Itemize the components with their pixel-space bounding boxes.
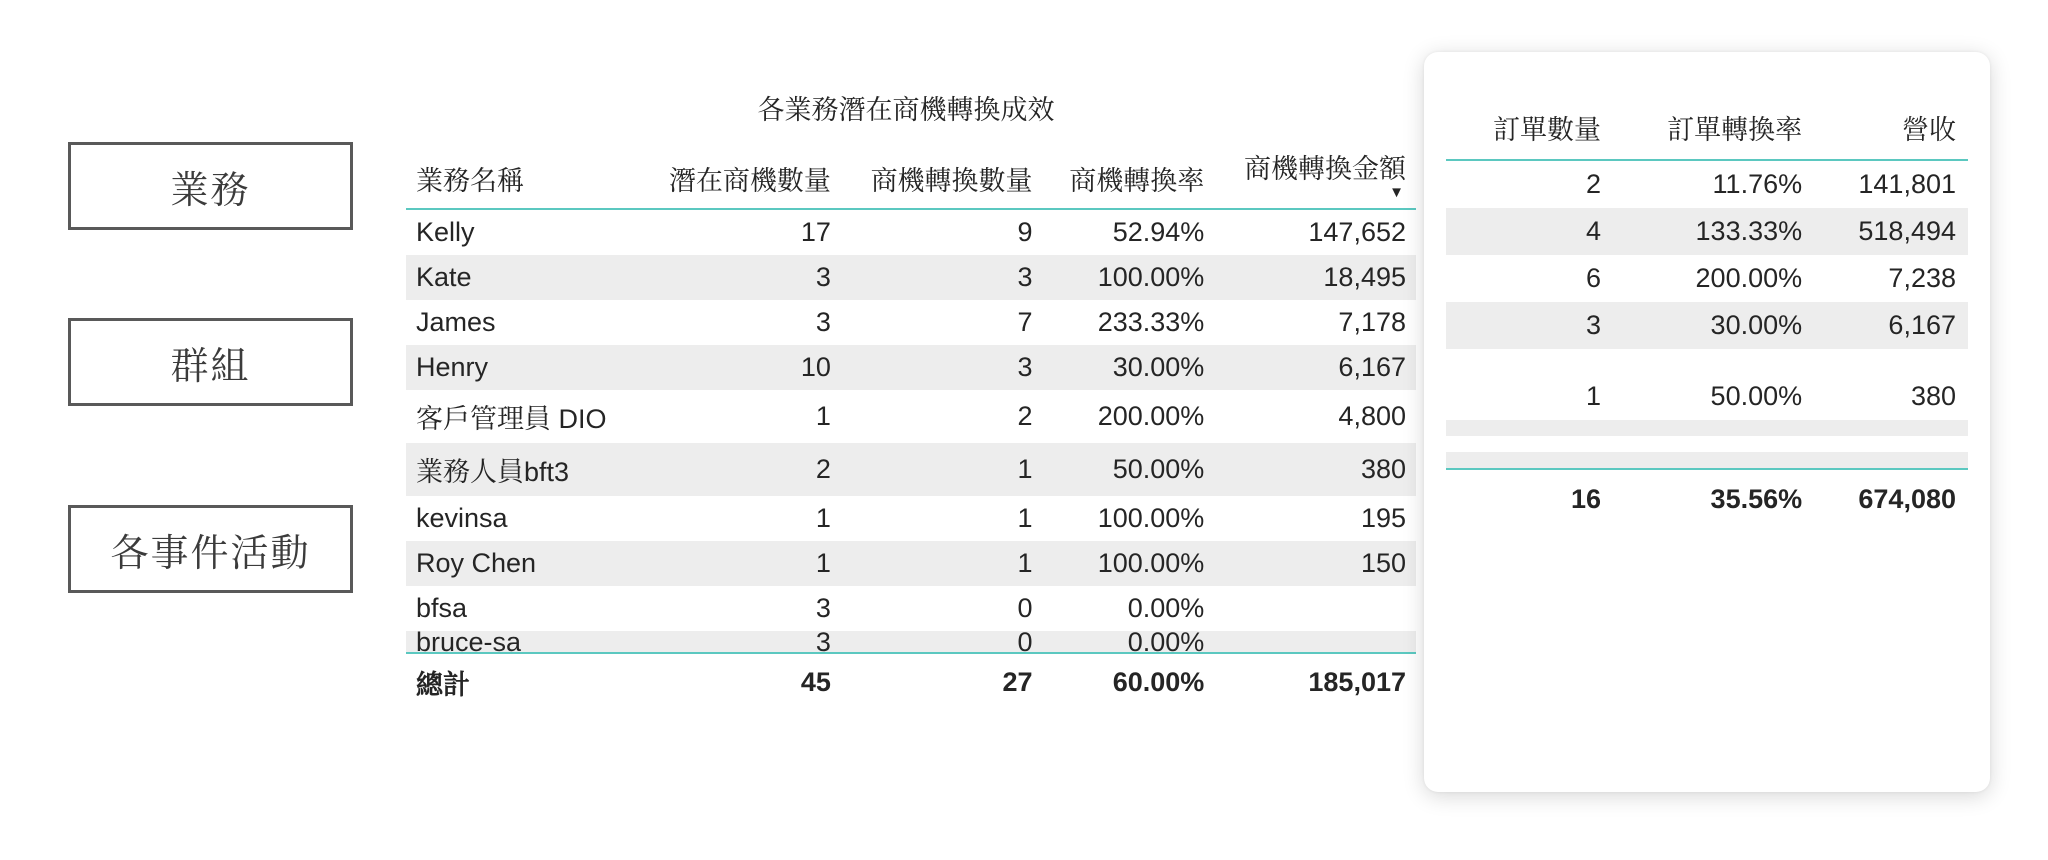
column-header-label: 商機轉換數量 [870, 166, 1033, 196]
cell-total-leads: 45 [639, 653, 841, 709]
cell-rate: 200.00% [1097, 401, 1205, 431]
cell-revenue: 518,494 [1814, 208, 1968, 255]
cell-name: bfsa [416, 593, 468, 623]
cell-leads: 3 [639, 255, 841, 300]
table-row[interactable] [1446, 302, 1968, 349]
cell-order-rate [1613, 420, 1814, 436]
cell-leads: 1 [639, 541, 841, 586]
cell-rate: 52.94% [1112, 217, 1205, 247]
cell-orders [1446, 420, 1613, 436]
table-row[interactable] [406, 443, 1416, 496]
cell-name: bruce-sa [406, 631, 639, 653]
cell-revenue [1814, 420, 1968, 436]
cell-orders: 6 [1585, 263, 1601, 293]
cell-revenue [1814, 452, 1968, 469]
cell-amount: 6,167 [1214, 345, 1416, 390]
cell-revenue: 7,238 [1888, 263, 1956, 293]
cell-name: James [416, 307, 496, 337]
cell-leads: 10 [639, 345, 841, 390]
cell-name: kevinsa [416, 503, 508, 533]
table-row[interactable] [1446, 436, 1968, 452]
cell-orders: 4 [1446, 208, 1613, 255]
table-header-row [406, 143, 1416, 209]
cell-leads: 1 [815, 401, 831, 431]
cell-order-rate: 30.00% [1613, 302, 1814, 349]
sidebar-item-group[interactable] [68, 318, 353, 406]
cell-total-orders: 16 [1446, 469, 1613, 523]
cell-name: Kate [406, 255, 639, 300]
cell-amount: 147,652 [1308, 217, 1406, 247]
table-header-row [1446, 102, 1968, 160]
sidebar-item-events[interactable] [68, 505, 353, 593]
cell-spacer [1613, 349, 1814, 373]
cell-amount: 7,178 [1338, 307, 1406, 337]
cell-orders [1446, 436, 1613, 452]
cell-leads: 3 [815, 593, 831, 623]
cell-total-order-rate: 35.56% [1613, 469, 1814, 523]
cell-rate: 233.33% [1097, 307, 1205, 337]
sort-descending-icon: ▼ [1389, 184, 1404, 201]
table-row[interactable] [406, 390, 1416, 443]
cell-name: Roy Chen [406, 541, 639, 586]
cell-converted: 3 [841, 345, 1043, 390]
column-header-revenue[interactable] [1814, 102, 1968, 160]
column-header-label: 潛在商機數量 [668, 166, 831, 196]
cell-converted: 2 [1017, 401, 1033, 431]
cell-rate: 0.00% [1127, 593, 1205, 623]
cell-leads: 17 [800, 217, 831, 247]
cell-converted: 0 [1017, 593, 1033, 623]
table-row[interactable] [1446, 373, 1968, 420]
column-header-rate[interactable] [1043, 143, 1215, 209]
sidebar-item-label: 各事件活動 [110, 532, 311, 575]
cell-total-rate: 60.00% [1043, 653, 1215, 709]
cell-name: Henry [406, 345, 639, 390]
table-row-spacer [1446, 349, 1968, 373]
cell-order-rate [1613, 436, 1814, 452]
cell-spacer [1814, 349, 1968, 373]
cell-order-rate: 50.00% [1710, 381, 1803, 411]
table-row[interactable] [406, 255, 1416, 300]
cell-order-rate: 133.33% [1613, 208, 1814, 255]
sidebar-item-label: 群組 [170, 345, 251, 388]
cell-converted: 1 [841, 541, 1043, 586]
cell-leads: 1 [815, 503, 831, 533]
cell-amount: 150 [1214, 541, 1416, 586]
table-row[interactable] [406, 631, 1416, 653]
cell-converted: 7 [1017, 307, 1033, 337]
cell-order-rate: 200.00% [1695, 263, 1803, 293]
table-total-row [406, 653, 1416, 709]
cell-rate: 50.00% [1043, 443, 1215, 496]
column-header-label: 業務名稱 [416, 166, 524, 196]
opportunity-conversion-table [406, 88, 1416, 709]
cell-revenue: 141,801 [1858, 169, 1956, 199]
chart-title: 各業務潛在商機轉換成效 [757, 95, 1055, 125]
cell-orders: 2 [1585, 169, 1601, 199]
cell-total-amount: 185,017 [1214, 653, 1416, 709]
table-row[interactable] [406, 541, 1416, 586]
cell-amount [1214, 586, 1416, 631]
sidebar-item-sales[interactable] [68, 142, 353, 230]
column-header-order-rate[interactable] [1613, 102, 1814, 160]
cell-amount [1214, 631, 1416, 653]
column-header-orders[interactable] [1446, 102, 1613, 160]
table-row[interactable] [406, 300, 1416, 345]
cell-leads: 3 [815, 307, 831, 337]
cell-orders: 1 [1585, 381, 1601, 411]
sidebar-item-label: 業務 [170, 169, 251, 212]
table-row[interactable] [406, 345, 1416, 390]
cell-order-rate: 11.76% [1712, 169, 1803, 199]
cell-rate: 30.00% [1043, 345, 1215, 390]
table-row[interactable] [1446, 420, 1968, 436]
cell-spacer [1446, 349, 1613, 373]
cell-orders: 3 [1446, 302, 1613, 349]
table-total-row [1446, 469, 1968, 523]
cell-rate: 100.00% [1043, 541, 1215, 586]
cell-leads: 3 [639, 631, 841, 653]
cell-name: 客戶管理員 DIO [416, 404, 607, 434]
cell-total-converted: 27 [841, 653, 1043, 709]
column-header-label: 訂單數量 [1492, 115, 1601, 145]
cell-order-rate [1613, 452, 1814, 469]
cell-converted: 1 [1017, 503, 1033, 533]
cell-converted: 3 [841, 255, 1043, 300]
cell-leads: 2 [639, 443, 841, 496]
table-row[interactable] [1446, 255, 1968, 302]
order-metrics-table [1446, 102, 1968, 523]
cell-converted: 1 [841, 443, 1043, 496]
cell-rate: 0.00% [1043, 631, 1215, 653]
column-header-label: 營收 [1902, 115, 1956, 145]
table [406, 143, 1416, 709]
cell-name: Kelly [416, 217, 475, 247]
cell-revenue: 6,167 [1814, 302, 1968, 349]
cell-name: 業務人員bft3 [406, 443, 639, 496]
table-row[interactable] [1446, 160, 1968, 208]
cell-rate: 100.00% [1097, 503, 1205, 533]
cell-converted: 0 [841, 631, 1043, 653]
table-row[interactable] [406, 496, 1416, 541]
cell-amount: 18,495 [1214, 255, 1416, 300]
cell-converted: 9 [1017, 217, 1033, 247]
order-metrics-panel [1424, 52, 1990, 792]
cell-revenue [1814, 436, 1968, 452]
cell-amount: 4,800 [1338, 401, 1406, 431]
column-header-label: 商機轉換金額 [1244, 154, 1406, 184]
cell-total-revenue: 674,080 [1814, 469, 1968, 523]
column-header-label: 商機轉換率 [1069, 166, 1205, 196]
table-row[interactable] [406, 586, 1416, 631]
cell-total-label: 總計 [406, 653, 639, 709]
cell-amount: 195 [1360, 503, 1406, 533]
column-header-label: 訂單轉換率 [1667, 115, 1803, 145]
cell-amount: 380 [1214, 443, 1416, 496]
table-row[interactable] [1446, 208, 1968, 255]
column-header-converted[interactable] [841, 143, 1043, 209]
column-header-amount[interactable] [1214, 143, 1416, 209]
column-header-leads[interactable] [639, 143, 841, 209]
column-header-name[interactable] [406, 143, 639, 209]
cell-orders [1446, 452, 1613, 469]
table-row[interactable] [1446, 452, 1968, 469]
order-metrics-table-wrap [1446, 102, 1968, 523]
table-row[interactable] [406, 209, 1416, 255]
cell-rate: 100.00% [1043, 255, 1215, 300]
cell-revenue: 380 [1910, 381, 1956, 411]
